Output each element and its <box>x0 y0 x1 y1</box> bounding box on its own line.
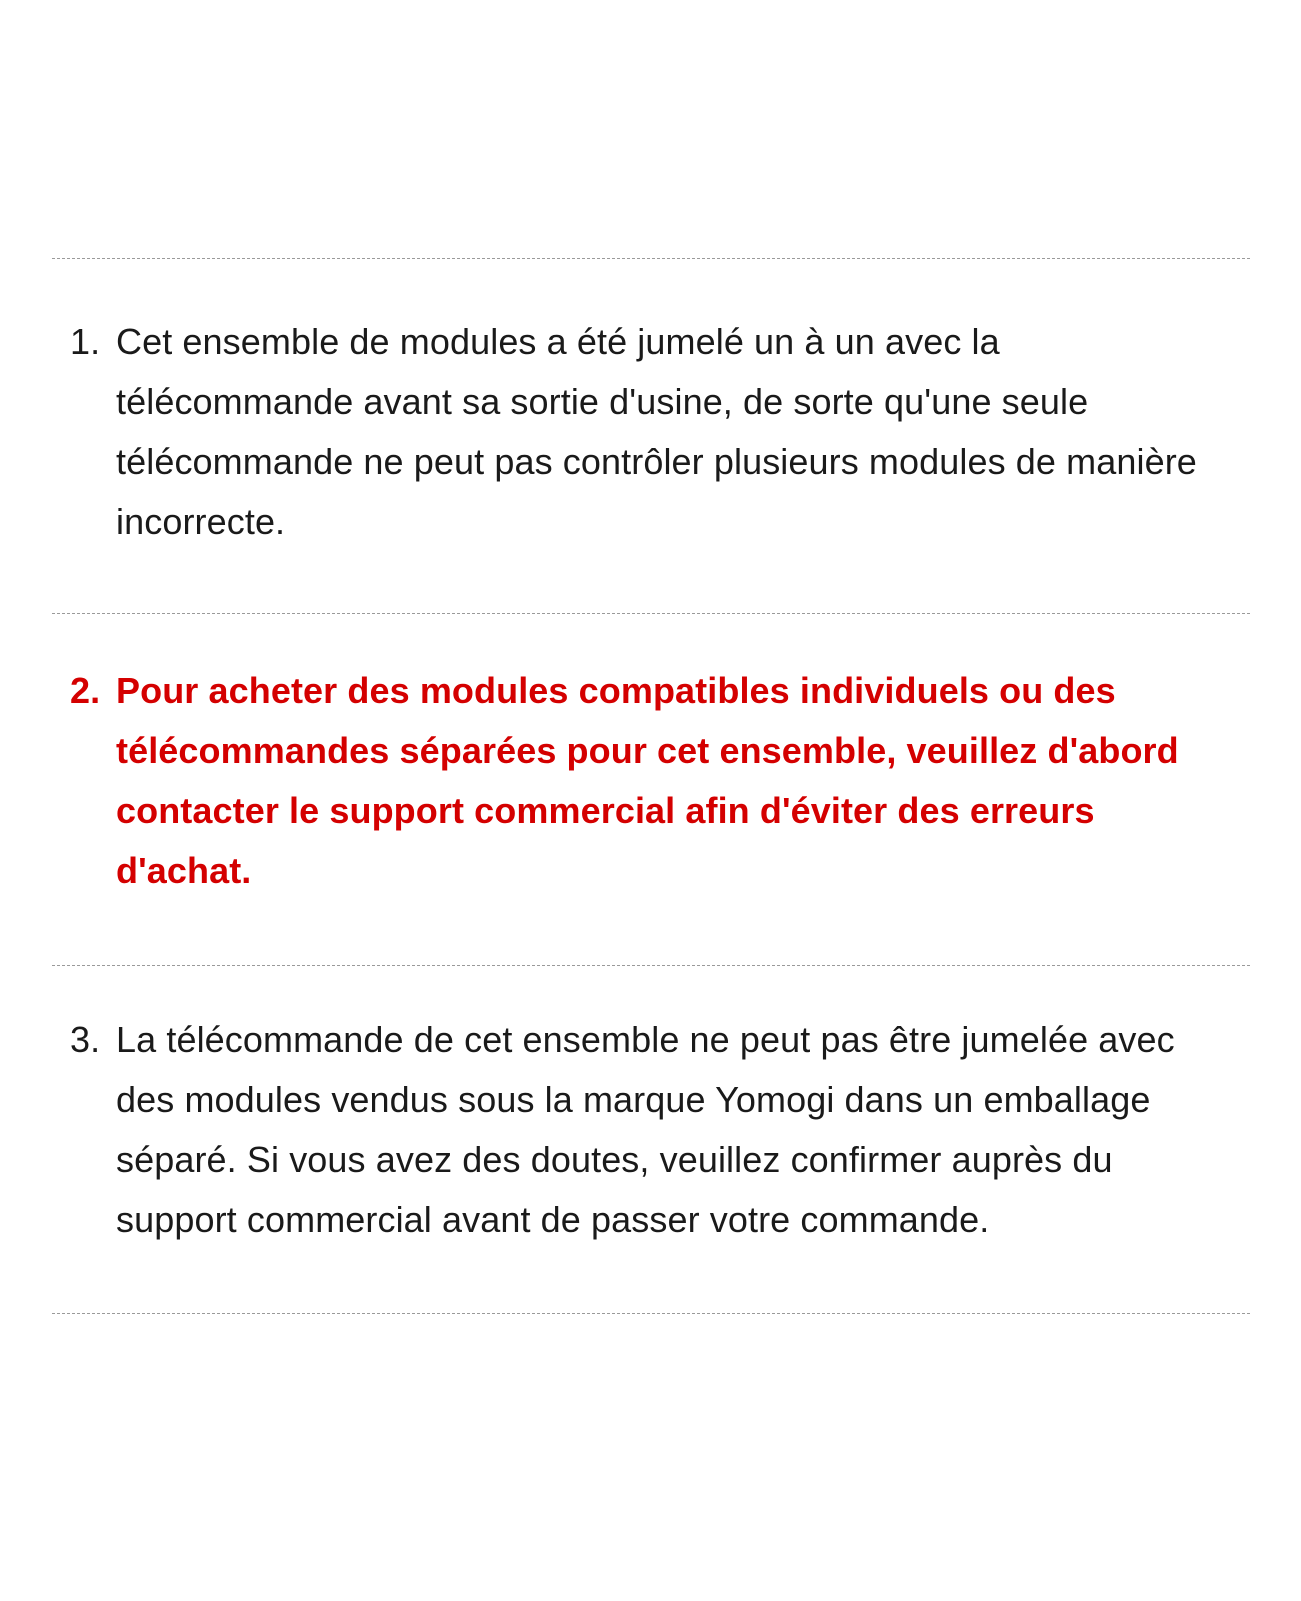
note-text: La télécommande de cet ensemble ne peut pas être jumelée avec des modules vendus sous la marque Yomogi dans un emballage séparé. Si vous avez des doutes, veuillez confirmer auprès du support commercial avant de passer votre commande. <box>116 1019 1175 1240</box>
note-2-important <box>70 661 1260 901</box>
note-text: Cet ensemble de modules a été jumelé un à un avec la télécommande avant sa sortie d'usine, de sorte qu'une seule télécommande ne peut pas contrôler plusieurs modules de manière incorrecte. <box>116 321 1197 542</box>
note-number: 3. <box>70 1019 101 1060</box>
note-text: Pour acheter des modules compatibles individuels ou des télécommandes séparées pour cet ensemble, veuillez d'abord contacter le support commercial afin d'éviter des erreurs d'achat. <box>116 670 1179 891</box>
divider-2 <box>52 965 1250 966</box>
note-number: 2. <box>70 670 101 711</box>
divider-top <box>52 258 1250 259</box>
note-1 <box>70 312 1260 552</box>
divider-1 <box>52 613 1250 614</box>
divider-bottom <box>52 1313 1250 1314</box>
note-number: 1. <box>70 321 101 362</box>
note-3 <box>70 1010 1260 1250</box>
